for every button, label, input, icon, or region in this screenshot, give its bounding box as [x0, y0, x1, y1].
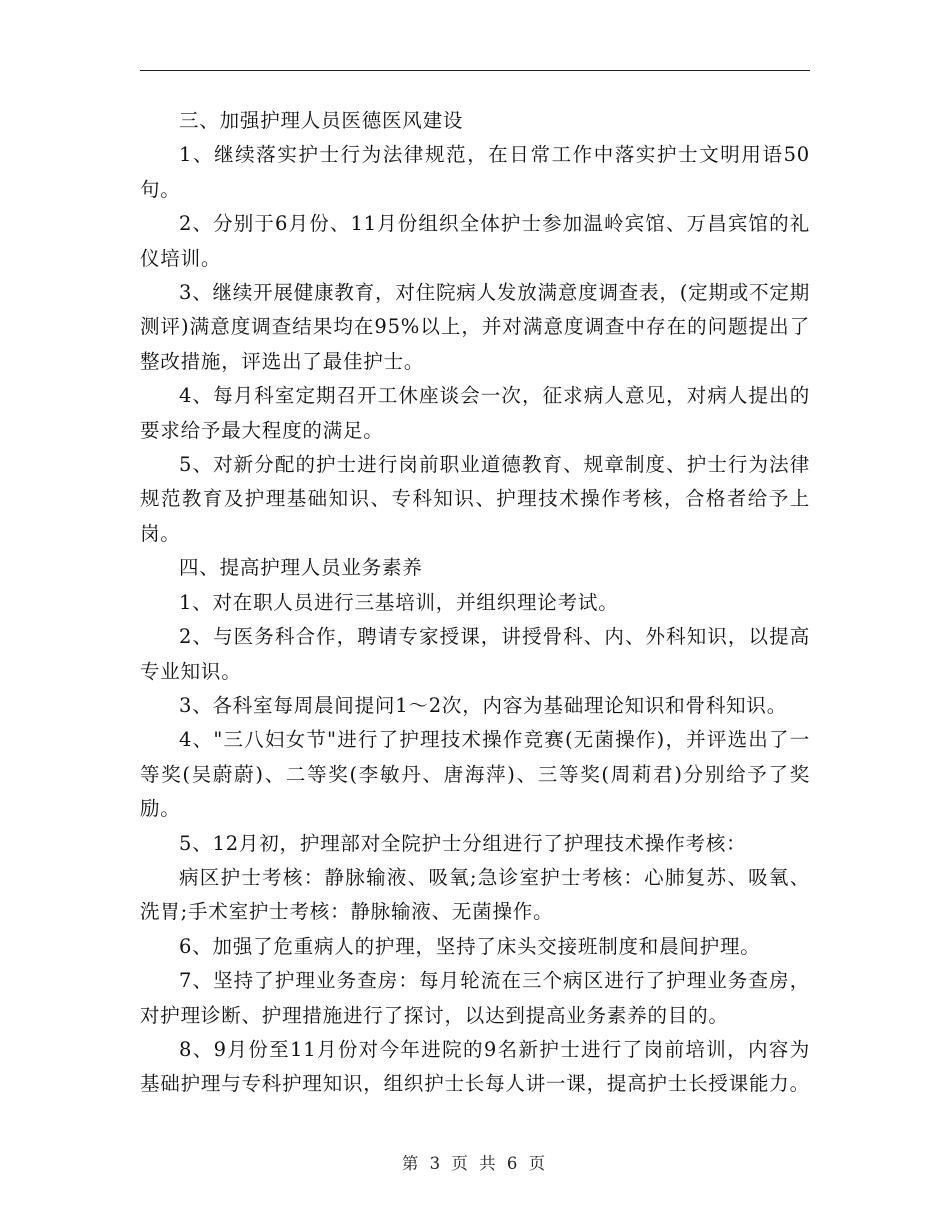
paragraph-item: 5、12月初，护理部对全院护士分组进行了护理技术操作考核：	[179, 831, 747, 855]
paragraph-item: 8、9月份至11月份对今年进院的9名新护士进行了岗前培训，内容为基础护理与专科护理知识，组织护士长每人讲一课，提高护士长授课能力。	[140, 1037, 810, 1096]
paragraph-item: 7、坚持了护理业务查房：每月轮流在三个病区进行了护理业务查房，对护理诊断、护理措施进行了探讨，以达到提高业务素养的目的。	[140, 969, 810, 1027]
paragraph-item: 病区护士考核：静脉输液、吸氧;急诊室护士考核：心肺复苏、吸氧、洗胃;手术室护士考核：静脉输液、无菌操作。	[140, 865, 810, 924]
paragraph-item: 5、对新分配的护士进行岗前职业道德教育、规章制度、护士行为法律规范教育及护理基础知识、专科知识、护理技术操作考核，合格者给予上岗。	[140, 453, 810, 545]
paragraph-item: 4、"三八妇女节"进行了护理技术操作竞赛(无菌操作)，并评选出了一等奖(吴蔚蔚)、二等奖(李敏丹、唐海萍)、三等奖(周莉君)分别给予了奖励。	[140, 728, 810, 821]
paragraph-item: 2、分别于6月份、11月份组织全体护士参加温岭宾馆、万昌宾馆的礼仪培训。	[140, 212, 810, 270]
paragraph-item: 6、加强了危重病人的护理，坚持了床头交接班制度和晨间护理。	[179, 934, 761, 958]
header-rule	[140, 70, 810, 71]
document-body	[140, 104, 810, 1102]
section-heading-three: 三、加强护理人员医德医风建设	[179, 109, 464, 132]
page-footer: 第 3 页 共 6 页	[401, 1154, 549, 1173]
section-heading-four: 四、提高护理人员业务素养	[179, 556, 423, 580]
paragraph-item: 2、与医务科合作，聘请专家授课，讲授骨科、内、外科知识，以提高专业知识。	[140, 625, 810, 683]
paragraph-item: 1、对在职人员进行三基培训，并组织理论考试。	[179, 590, 619, 614]
paragraph-item: 3、继续开展健康教育，对住院病人发放满意度调查表，(定期或不定期测评)满意度调查结果均在95%以上，并对满意度调查中存在的问题提出了整改措施，评选出了最佳护士。	[140, 281, 810, 373]
paragraph-item: 4、每月科室定期召开工休座谈会一次，征求病人意见，对病人提出的要求给予最大程度的满足。	[140, 384, 810, 442]
paragraph-item: 3、各科室每周晨间提问1～2次，内容为基础理论知识和骨科知识。	[179, 693, 788, 717]
paragraph-item: 1、继续落实护士行为法律规范，在日常工作中落实护士文明用语50句。	[140, 143, 810, 201]
